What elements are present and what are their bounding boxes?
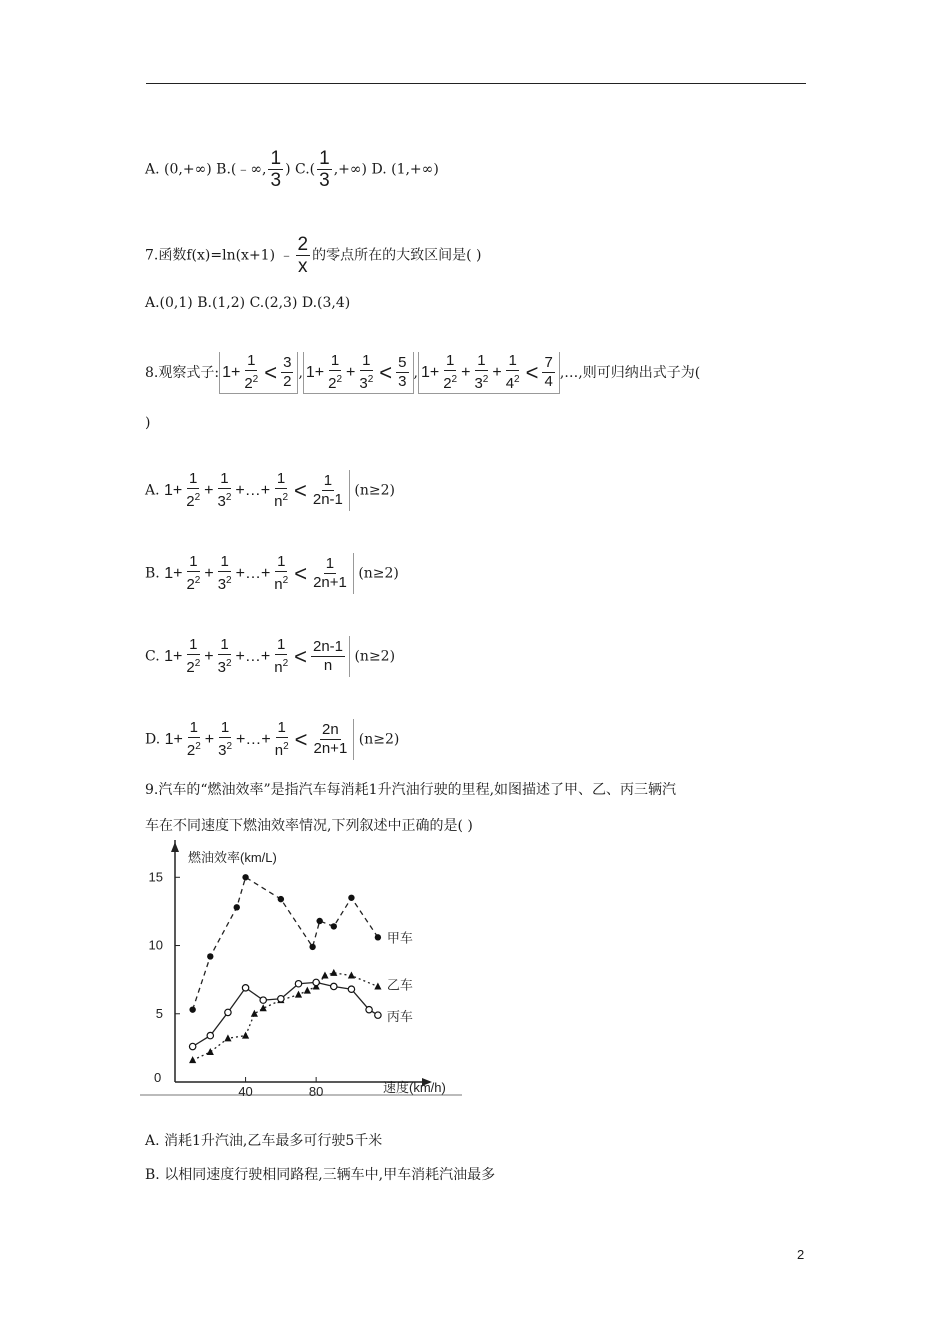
data-point xyxy=(321,972,328,979)
x-tick-label: 80 xyxy=(308,1084,324,1099)
data-point xyxy=(242,874,248,880)
q9-stem-line-1: 9.汽车的“燃油效率”是指汽车每消耗1升汽油行驶的里程,如图描述了甲、乙、丙三辆汽 xyxy=(145,782,677,798)
data-point xyxy=(207,1048,214,1055)
data-point xyxy=(316,918,322,924)
q8-expression-2: 1+ $\frac{1}{2^2}$ + $\frac{1}{3^2}$ < $\frac{5}{3}$ xyxy=(303,352,414,394)
y-axis-arrow xyxy=(171,842,179,852)
q8-option-a: A. 1+ $\frac{1}{2^2}$ + $\frac{1}{3^2}$ +…+ $\frac{1}{n^2}$ < $\frac{1}{2n-1}$ (n≥2) xyxy=(145,470,395,510)
q8-sep-1: , xyxy=(298,365,303,381)
q8-stem-pre: 8.观察式子: xyxy=(145,365,220,381)
q6-option-c-post: ,+∞) xyxy=(333,161,368,178)
q7-stem-pre: 7.函数f(x)=ln(x+1) ﹣ xyxy=(145,247,294,264)
q6-option-c-pre: ( xyxy=(309,161,316,178)
data-point xyxy=(330,969,337,976)
q6-option-a-label: A. xyxy=(145,161,160,178)
origin-label: 0 xyxy=(154,1070,162,1085)
q7-options: A.(0,1) B.(1,2) C.(2,3) D.(3,4) xyxy=(145,295,351,311)
q8-expression-3: 1+ $\frac{1}{2^2}$ + $\frac{1}{3^2}$ + $\frac{1}{4^2}$ < $\frac{7}{4}$ xyxy=(418,352,560,394)
q6-option-d-text: (1,+∞) xyxy=(391,161,439,178)
data-point xyxy=(278,896,284,902)
page-number: 2 xyxy=(797,1247,805,1262)
q8-expression-1: 1+ $\frac{1}{2^2}$ < $\frac{3}{2}$ xyxy=(219,352,298,394)
data-point xyxy=(242,1032,249,1039)
q6-option-b-post: ) xyxy=(285,161,291,178)
q6-option-d-label: D. xyxy=(371,161,387,178)
data-point xyxy=(331,983,337,989)
data-point xyxy=(189,1056,196,1063)
y-axis-label: 燃油效率(km/L) xyxy=(188,850,277,865)
q7-stem-post: 的零点所在的大致区间是( ) xyxy=(312,247,482,264)
header-rule xyxy=(146,83,806,84)
data-point xyxy=(242,985,248,991)
data-point xyxy=(189,1043,195,1049)
y-tick-label: 5 xyxy=(155,1005,163,1021)
q8-option-c: C. 1+ $\frac{1}{2^2}$ + $\frac{1}{3^2}$ +…+ $\frac{1}{n^2}$ < $\frac{2n-1}{n}$ (n≥2) xyxy=(145,636,396,676)
data-point xyxy=(331,923,337,929)
q8-close: ) xyxy=(145,415,151,431)
data-point xyxy=(295,981,301,987)
q9-stem-line-2: 车在不同速度下燃油效率情况,下列叙述中正确的是( ) xyxy=(145,818,473,834)
data-point xyxy=(304,987,311,994)
q6-option-b-fraction: $\frac{1}{3}$ xyxy=(270,148,282,191)
y-tick-label: 10 xyxy=(148,937,163,953)
data-point xyxy=(374,982,381,989)
series-label: 乙车 xyxy=(386,977,413,993)
series-label: 丙车 xyxy=(386,1009,413,1025)
data-point xyxy=(251,1010,258,1017)
q6-options xyxy=(145,148,439,191)
data-point xyxy=(225,1009,231,1015)
series-label: 甲车 xyxy=(386,930,413,946)
data-point xyxy=(375,934,381,940)
q9-option-b: B. 以相同速度行驶相同路程,三辆车中,甲车消耗汽油最多 xyxy=(145,1167,496,1183)
data-point xyxy=(348,972,355,979)
q6-option-b-label: B. xyxy=(216,161,231,178)
x-tick-label: 40 xyxy=(238,1084,253,1099)
q6-option-c-label: C. xyxy=(294,161,310,178)
q7-fraction: $\frac{2}{x}$ xyxy=(297,234,309,277)
data-point xyxy=(260,997,266,1003)
q6-option-c-fraction: $\frac{1}{3}$ xyxy=(319,148,330,191)
fuel-efficiency-chart xyxy=(140,840,470,1100)
chart-axes xyxy=(140,840,462,1095)
y-tick-label: 15 xyxy=(148,869,163,885)
x-axis-label: 速度(km/h) xyxy=(383,1080,446,1095)
data-point xyxy=(278,996,284,1002)
data-point xyxy=(207,1032,213,1038)
q9-option-a: A. 消耗1升汽油,乙车最多可行驶5千米 xyxy=(145,1133,383,1149)
q8-option-d: D. 1+ $\frac{1}{2^2}$ + $\frac{1}{3^2}$ +…+ $\frac{1}{n^2}$ < $\frac{2n}{2n+1}$ (n≥2) xyxy=(145,719,400,759)
q8-sep-2: , xyxy=(413,365,418,381)
data-point xyxy=(348,895,354,901)
data-point xyxy=(295,991,302,998)
data-point xyxy=(207,953,213,959)
data-point xyxy=(366,1006,372,1012)
data-point xyxy=(348,986,354,992)
q6-option-a-text: (0,+∞) xyxy=(164,161,212,178)
q6-option-b-pre: (﹣∞, xyxy=(230,161,267,178)
data-point xyxy=(189,1006,195,1012)
data-point xyxy=(224,1034,231,1041)
data-point xyxy=(375,1012,381,1018)
q7-stem xyxy=(145,234,481,277)
q8-option-b: B. 1+ $\frac{1}{2^2}$ + $\frac{1}{3^2}$ +…+ $\frac{1}{n^2}$ < $\frac{1}{2n+1}$ (n≥2) xyxy=(145,553,399,593)
q8-stem xyxy=(145,352,700,394)
q8-stem-post: ,…,则可归纳出式子为( xyxy=(559,365,701,381)
data-point xyxy=(234,904,240,910)
data-point xyxy=(309,944,315,950)
data-point xyxy=(313,979,319,985)
